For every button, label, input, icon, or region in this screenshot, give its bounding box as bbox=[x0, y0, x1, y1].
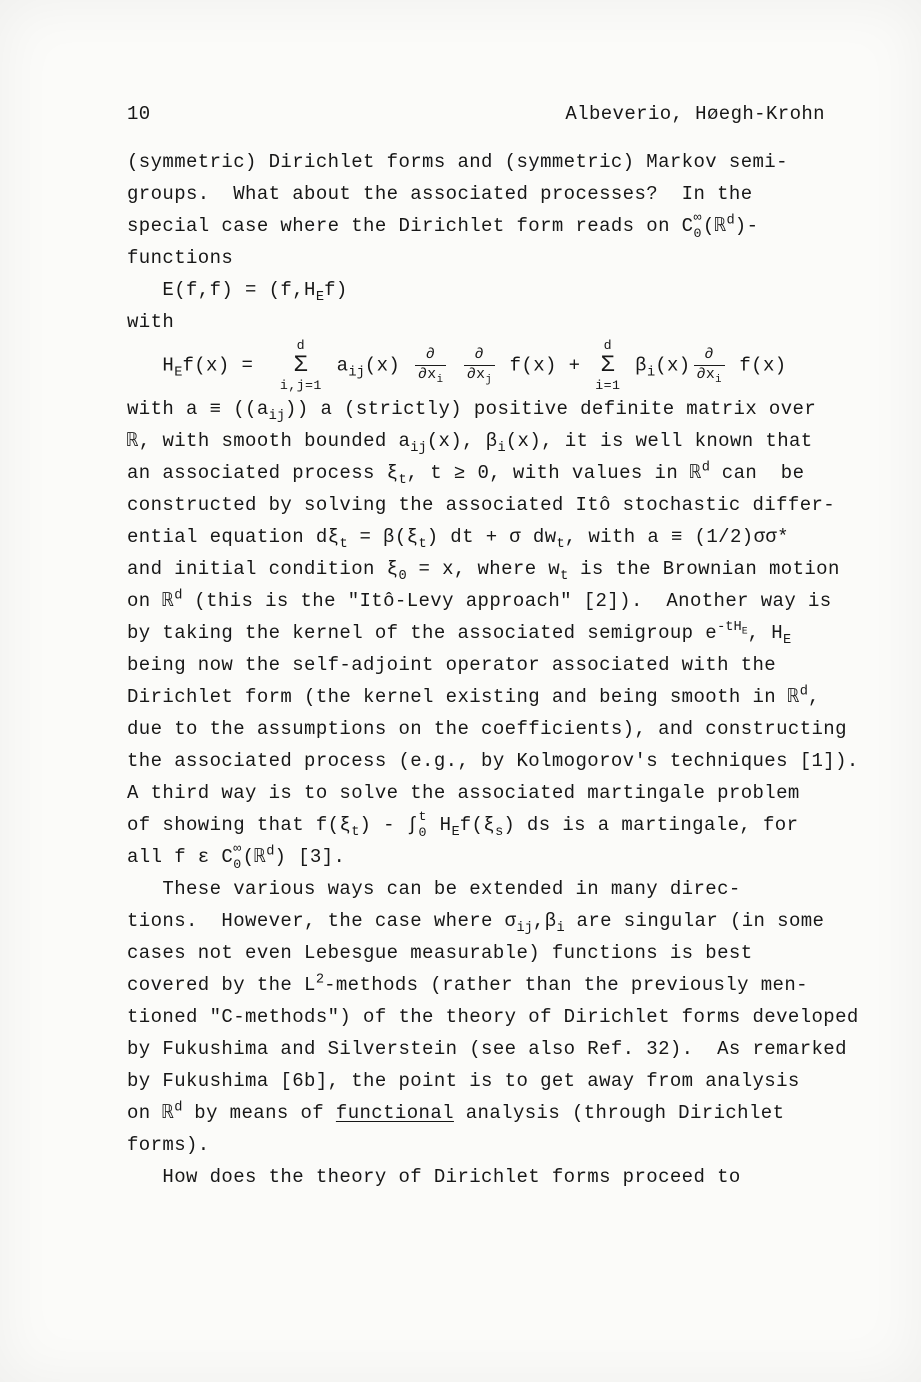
stack-top: ∞ bbox=[233, 841, 242, 857]
superscript: d bbox=[266, 844, 275, 860]
running-head: Albeverio, Høegh-Krohn bbox=[565, 103, 825, 125]
text-line: Dirichlet form (the kernel existing and being smooth in ℝ$^d$, bbox=[127, 684, 820, 708]
stack-top: ∞ bbox=[693, 210, 702, 226]
text-line: These various ways can be extended in many direc- bbox=[127, 878, 741, 900]
fraction bbox=[694, 347, 725, 387]
subscript: ij bbox=[516, 921, 533, 937]
fraction-denominator: $\partial x_i$ bbox=[415, 365, 446, 383]
stacked-script bbox=[418, 809, 426, 841]
text-line: by Fukushima [6b], the point is to get away from analysis bbox=[127, 1070, 800, 1092]
subscript: t bbox=[560, 569, 569, 585]
subscript: t bbox=[398, 473, 407, 489]
subscript: t bbox=[339, 537, 348, 553]
subscript: j bbox=[485, 374, 492, 387]
fraction-numerator: ∂ bbox=[425, 347, 436, 364]
stacked-script bbox=[694, 210, 702, 242]
superscript: d bbox=[174, 588, 183, 604]
stack-bottom: 0 bbox=[233, 856, 242, 872]
text-line: and initial condition $\xi_0 = x$, where $w_t$ is the Brownian motion bbox=[127, 558, 840, 585]
subscript: i bbox=[556, 921, 565, 937]
sum-upper-limit: d bbox=[296, 338, 305, 353]
text-line: by Fukushima and Silverstein (see also Ref. 32). As remarked bbox=[127, 1038, 847, 1060]
stack-bottom: 0 bbox=[418, 824, 427, 840]
text-line: functions bbox=[127, 247, 234, 269]
text-line: being now the self-adjoint operator associated with the bbox=[127, 654, 777, 676]
text-line: tioned "C-methods") of the theory of Dirichlet forms developed bbox=[127, 1006, 859, 1028]
fraction-numerator: ∂ bbox=[474, 347, 484, 364]
text-line: with $a \equiv ((a_{ij}))$ a (strictly) positive definite matrix over bbox=[127, 398, 817, 425]
text-line: covered by the $L^2$-methods (rather than the previously men- bbox=[127, 972, 808, 996]
subscript: t bbox=[351, 825, 360, 841]
subscript: E bbox=[451, 825, 460, 841]
superscript: d bbox=[174, 1100, 183, 1116]
sum-lower-limit: i,j=1 bbox=[279, 377, 322, 393]
underlined-text: functional bbox=[335, 1102, 454, 1124]
superscript: d bbox=[799, 684, 808, 700]
fraction bbox=[415, 347, 446, 387]
summation-symbol bbox=[595, 338, 620, 393]
superscript: d bbox=[701, 460, 710, 476]
subscript: E bbox=[741, 626, 748, 638]
subscript: t bbox=[418, 537, 427, 553]
fraction-numerator: ∂ bbox=[704, 347, 714, 364]
text-line: groups. What about the associated processes? In the bbox=[127, 183, 753, 205]
text-line: due to the assumptions on the coefficients), and constructing bbox=[127, 718, 847, 740]
text-line: with bbox=[127, 311, 175, 333]
text-line: ℝ, with smooth bounded $a_{ij}(x)$, $\beta_i(x)$, it is well known that bbox=[127, 430, 813, 457]
subscript: i bbox=[646, 365, 656, 381]
superscript: -tHE bbox=[717, 620, 748, 638]
fraction bbox=[464, 347, 495, 387]
text-line: cases not even Lebesgue measurable) functions is best bbox=[127, 942, 753, 964]
sigma-glyph: Σ bbox=[600, 352, 615, 379]
text-line: special case where the Dirichlet form reads on C ∞ 0 (ℝ$^d$)- bbox=[127, 210, 759, 241]
subscript: i bbox=[715, 374, 722, 387]
page-body bbox=[127, 146, 859, 1193]
subscript: t bbox=[556, 537, 565, 553]
summation-symbol bbox=[280, 338, 322, 393]
sigma-glyph: Σ bbox=[293, 352, 308, 379]
superscript: 2 bbox=[315, 972, 325, 988]
stacked-script bbox=[233, 841, 241, 873]
text-line: by taking the kernel of the associated semigroup $e^{-tH_E}$, $H_E$ bbox=[127, 620, 792, 649]
page-header bbox=[127, 103, 825, 125]
stack-top: t bbox=[418, 809, 427, 825]
subscript: s bbox=[495, 825, 504, 841]
page-number: 10 bbox=[127, 103, 151, 125]
fraction-denominator: $\partial x_i$ bbox=[694, 365, 725, 383]
sum-upper-limit: d bbox=[603, 338, 612, 353]
text-line: tions. However, the case where $\sigma_{ij},\beta_i$ are singular (in some bbox=[127, 910, 825, 937]
text-line: (symmetric) Dirichlet forms and (symmetric) Markov semi- bbox=[127, 151, 788, 173]
text-line: $E(f,f) = (f,H_Ef)$ bbox=[127, 279, 348, 306]
text-line: forms). bbox=[127, 1134, 210, 1156]
subscript: ij bbox=[268, 409, 286, 425]
subscript: E bbox=[315, 290, 325, 306]
subscript: 0 bbox=[398, 569, 407, 585]
text-line: $H_Ef(x)$ = d Σ i,j=1 $a_{ij}(x)$ $\frac{\partial}{\partial x_i}$ $\frac{\partial}{\partial x_j}$ f(x) + d Σ i=1 $\beta_i(x)$ $\frac{\partial}{\partial x_i}$ f(x) bbox=[127, 338, 787, 393]
text-line: on ℝ$^d$ by means of functional analysis (through Dirichlet bbox=[127, 1100, 785, 1124]
text-line: of showing that $f(\xi_t)$ - ∫ t 0 $H_Ef(\xi_s)$ ds is a martingale, for bbox=[127, 809, 799, 841]
subscript: ij bbox=[348, 365, 365, 381]
text-line: constructed by solving the associated Itô stochastic differ- bbox=[127, 494, 836, 516]
subscript: E bbox=[783, 633, 792, 649]
sum-lower-limit: i=1 bbox=[595, 377, 621, 393]
subscript: i bbox=[436, 374, 443, 387]
subscript: E bbox=[174, 365, 183, 381]
subscript: ij bbox=[410, 441, 427, 457]
text-line: on ℝ$^d$ (this is the "Itô-Levy approach" [2]). Another way is bbox=[127, 588, 832, 612]
superscript: d bbox=[726, 213, 735, 229]
text-line: How does the theory of Dirichlet forms proceed to bbox=[127, 1166, 741, 1188]
subscript: i bbox=[497, 441, 506, 457]
text-line: an associated process $\xi_t$, t ≥ 0, with values in ℝ$^d$ can be bbox=[127, 460, 805, 489]
text-line: A third way is to solve the associated martingale problem bbox=[127, 782, 800, 804]
stack-bottom: 0 bbox=[693, 225, 702, 241]
text-line: ential equation $d\xi_t = \beta(\xi_t)$ dt + σ $dw_t$, with a ≡ (1/2)σσ* bbox=[127, 526, 789, 553]
text-line: the associated process (e.g., by Kolmogorov's techniques [1]). bbox=[127, 750, 859, 772]
fraction-denominator: $\partial x_j$ bbox=[464, 365, 495, 383]
text-line: all f ε C ∞ 0 (ℝ$^d$) [3]. bbox=[127, 841, 346, 872]
